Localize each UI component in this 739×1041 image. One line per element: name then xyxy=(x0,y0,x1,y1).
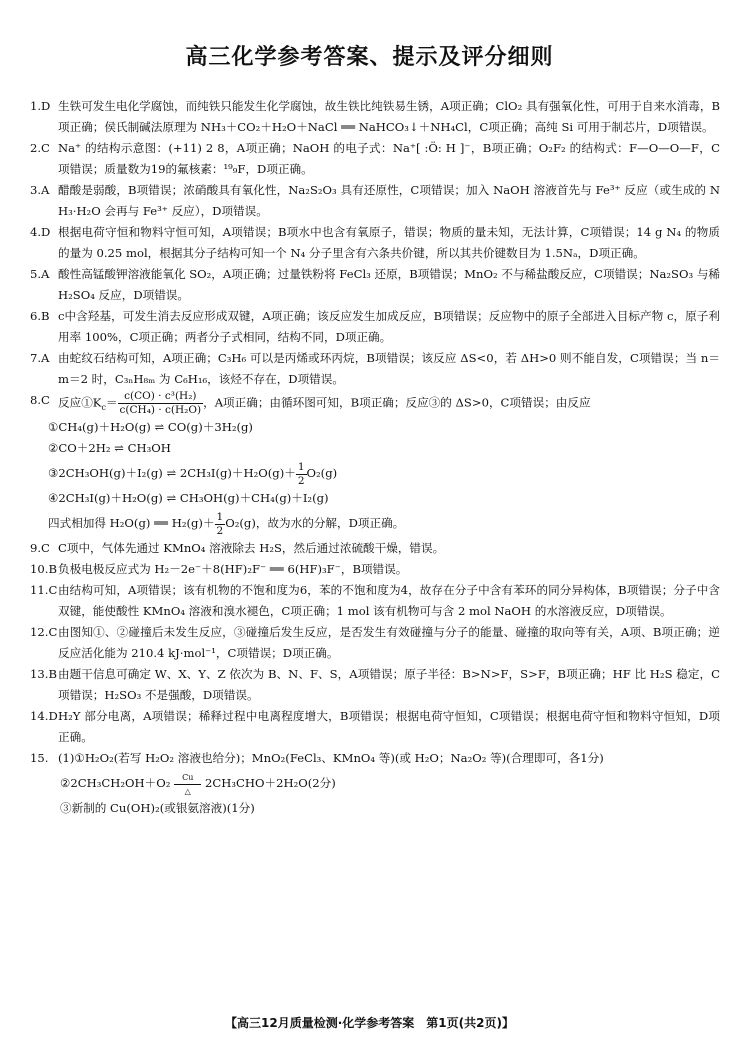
answer-number: 9.C xyxy=(30,541,50,555)
answer-item xyxy=(30,559,720,580)
answer-text: H₂Y 部分电离，A项错误；稀释过程中电离程度增大，B项错误；根据电荷守恒知，C项错误；根据电荷守恒和物料守恒知，D项正确。 xyxy=(58,709,720,744)
answer-text: Na⁺ 的结构示意图：(+11) 2 8，A项正确；NaOH 的电子式：Na⁺[ :Ö: H ]⁻，B项正确；O₂F₂ 的结构式：F—O—O—F，C项错误；质量数为19的氟核素：¹⁹₉F，D项正确。 xyxy=(58,141,720,176)
answer-text: C项中，气体先通过 KMnO₄ 溶液除去 H₂S，然后通过浓硫酸干燥，错误。 xyxy=(58,541,445,555)
answer-text: 由蛇纹石结构可知，A项正确；C₃H₆ 可以是丙烯或环丙烷，B项错误；该反应 ΔS<0，若 ΔH>0 则不能自发，C项错误；当 n＝m＝2 时，C₃ₙH₈ₘ 为 C₆H₁₆，该烃不存在，D项错误。 xyxy=(58,351,720,386)
equation-sum: 四式相加得 H₂O(g) ══ H₂(g)＋ $\frac{1}{2}$ O₂(g)，故为水的分解，D项正确。 xyxy=(48,510,405,537)
answer-text: 负极电极反应式为 H₂－2e⁻＋8(HF)₂F⁻ ══ 6(HF)₃F⁻，B项错误。 xyxy=(58,562,408,576)
answer-number: 4.D xyxy=(30,225,51,239)
answer-text: 由结构可知，A项错误；该有机物的不饱和度为6，苯的不饱和度为4，故存在分子中含有苯环的同分异构体，B项错误；分子中含双键，能使酸性 KMnO₄ 溶液和溴水褪色，C项正确；1 mol 该有机物可与含 2 mol NaOH 的水溶液反应，D项错误。 xyxy=(58,583,720,618)
equation-2: ②CO＋2H₂ ⇌ CH₃OH xyxy=(48,441,171,455)
answer-item xyxy=(30,580,720,622)
answer-text: 反应$①K_c=$ $\frac{\text{c(CO) · c³(H₂)}}{\text{c(CH₄) · c(H₂O)}}$ ，A项正确；由循环图可知，B项正确；反应③的 ΔS>0，C项错误；由反应 xyxy=(58,390,591,416)
answer-number: 1.D xyxy=(30,99,51,113)
answer-item xyxy=(30,264,720,306)
equation-4: ④2CH₃I(g)＋H₂O(g) ⇌ CH₃OH(g)＋CH₄(g)＋I₂(g) xyxy=(48,491,329,505)
answer-number: 6.B xyxy=(30,309,50,323)
answer-15-line-3: ③新制的 Cu(OH)₂(或银氨溶液)(1分) xyxy=(60,801,255,815)
equation-1: ①CH₄(g)＋H₂O(g) ⇌ CO(g)＋3H₂(g) xyxy=(48,420,253,434)
answer-item xyxy=(30,96,720,138)
equilibrium-constant-fraction: $\frac{\text{c(CO) · c³(H₂)}}{\text{c(CH₄) · c(H₂O)}}$ xyxy=(119,390,202,416)
answer-number: 2.C xyxy=(30,141,50,155)
answer-list xyxy=(30,96,720,819)
answer-number: 14.D xyxy=(30,709,58,723)
answer-15-line-2: ②2CH₃CH₂OH＋O₂ $\frac{Cu}{\triangle}$ 2CH₃CHO＋2H₂O(2分) xyxy=(60,772,336,796)
page-title: 高三化学参考答案、提示及评分细则 xyxy=(185,45,554,70)
answer-number: 11.C xyxy=(30,583,58,597)
answer-number: 15. xyxy=(30,751,49,765)
answer-number: 13.B xyxy=(30,667,57,681)
answer-number: 12.C xyxy=(30,625,58,639)
answer-item-15 xyxy=(30,748,720,769)
answer-number: 10.B xyxy=(30,562,57,576)
page-footer: 【高三12月质量检测·化学参考答案 第1页(共2页)】 xyxy=(225,1016,514,1030)
answer-item xyxy=(30,180,720,222)
answer-item xyxy=(30,622,720,664)
reaction-arrow: $\frac{Cu}{\triangle}$ xyxy=(174,771,201,798)
answer-text: 由图知①、②碰撞后未发生反应，③碰撞后发生反应，是否发生有效碰撞与分子的能量、碰撞的取向等有关，A项、B项正确；逆反应活化能为 210.4 kJ·mol⁻¹，C项错误；D项正确。 xyxy=(58,625,720,660)
answer-item xyxy=(30,706,720,748)
answer-item xyxy=(30,222,720,264)
equation-3: ③2CH₃OH(g)＋I₂(g) ⇌ 2CH₃I(g)＋H₂O(g)＋ $\frac{1}{2}$ O₂(g) xyxy=(48,460,338,487)
answer-items-1-7 xyxy=(30,96,720,390)
answer-number: 8.C xyxy=(30,393,50,407)
answer-text: 酸性高锰酸钾溶液能氧化 SO₂，A项正确；过量铁粉将 FeCl₃ 还原，B项错误；MnO₂ 不与稀盐酸反应，C项错误；Na₂SO₃ 与稀 H₂SO₄ 反应，D项错误。 xyxy=(58,267,721,302)
answer-text: 由题干信息可确定 W、X、Y、Z 依次为 B、N、F、S，A项错误；原子半径：B>N>F，S>F，B项正确；HF 比 H₂S 稳定，C项错误；H₂SO₃ 不是强酸，D项错误。 xyxy=(58,667,720,702)
answer-item xyxy=(30,538,720,559)
answer-number: 7.A xyxy=(30,351,50,365)
answer-number: 3.A xyxy=(30,183,50,197)
answer-item xyxy=(30,664,720,706)
answer-item xyxy=(30,138,720,180)
answer-text: 生铁可发生电化学腐蚀，而纯铁只能发生化学腐蚀，故生铁比纯铁易生锈，A项正确；ClO₂ 具有强氧化性，可用于自来水消毒，B项正确；侯氏制碱法原理为 NH₃＋CO₂＋H₂O＋NaCl ══ NaHCO₃↓＋NH₄Cl，C项正确；高纯 Si 可用于制芯片，D项错误。 xyxy=(58,99,720,134)
answer-text: 根据电荷守恒和物料守恒可知，A项错误；B项水中也含有氧原子，错误；物质的量未知，无法计算，C项错误；14 g N₄ 的物质的量为 0.25 mol，根据其分子结构可知一个 N₄ 分子里含有六条共价键，所以其共价键数目为 1.5Nₐ，D项正确。 xyxy=(58,225,720,260)
answer-text: 醋酸是弱酸，B项错误；浓硝酸具有氧化性，Na₂S₂O₃ 具有还原性，C项错误；加入 NaOH 溶液首先与 Fe³⁺ 反应（或生成的 NH₃·H₂O 会再与 Fe³⁺ 反应），D项错误。 xyxy=(58,183,720,218)
answer-item-8 xyxy=(30,390,720,417)
answer-text: (1)①H₂O₂(若写 H₂O₂ 溶液也给分)；MnO₂(FeCl₃、KMnO₄ 等)(或 H₂O；Na₂O₂ 等)(合理即可，各1分) xyxy=(58,751,604,765)
answer-text: c中含羟基，可发生消去反应形成双键，A项正确；该反应发生加成反应，B项错误；反应物中的原子全部进入目标产物 c，原子利用率 100%，C项正确；两者分子式相同，结构不同，D项正确。 xyxy=(58,309,720,344)
answer-item xyxy=(30,348,720,390)
answer-item xyxy=(30,306,720,348)
answer-number: 5.A xyxy=(30,267,50,281)
answer-items-9-14 xyxy=(30,538,720,748)
